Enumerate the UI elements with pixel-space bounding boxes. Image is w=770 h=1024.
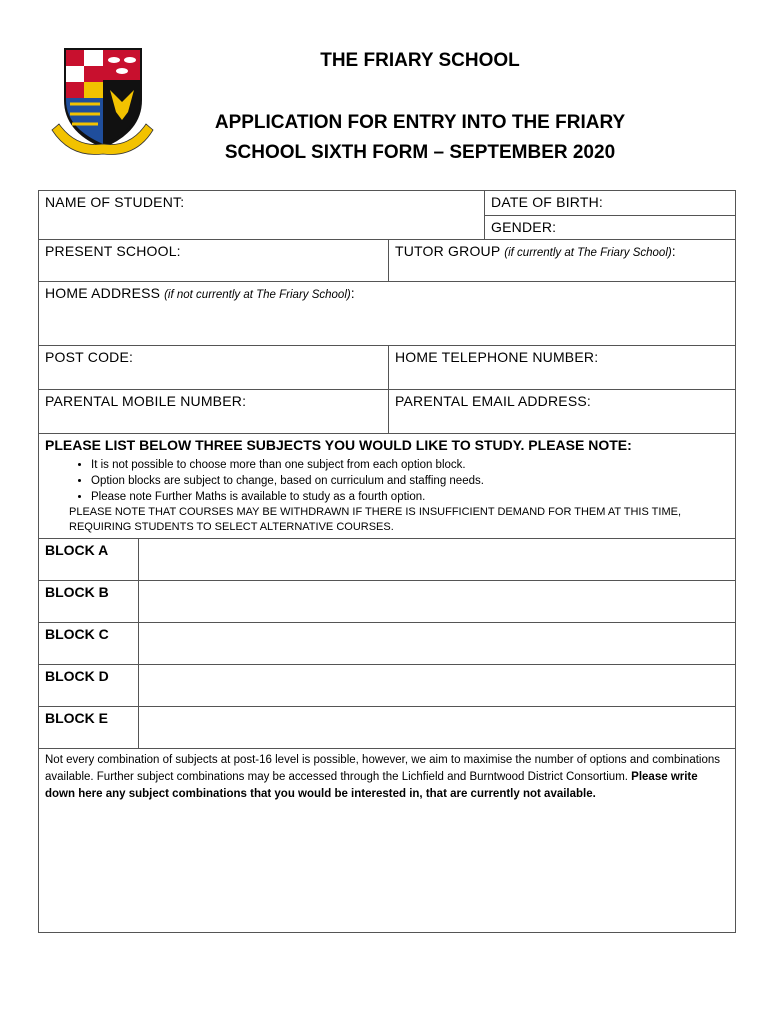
school-crest-icon [50,40,155,160]
note-item: • Option blocks are subject to change, based on curriculum and staffing needs. [91,473,729,489]
present-school-field[interactable] [39,240,389,282]
block-e-input[interactable] [139,707,736,749]
home-address-colon: : [350,285,355,301]
name-of-student-label: NAME OF STUDENT: [45,194,185,210]
combinations-text: Not every combination of subjects at post-16 level is possible, however, we aim to maximise the number of options and combinations available. Further subject combinations may be accessed through the Lichfield and Burntwood District Consortium. [45,754,721,783]
present-school-label: PRESENT SCHOOL: [45,243,181,259]
block-a-label: BLOCK A [39,539,139,581]
parental-email-field[interactable] [389,390,736,434]
note-item: • Please note Further Maths is available to study as a fourth option. [91,489,729,505]
tutor-group-note: (if currently at The Friary School) [504,247,672,259]
subjects-notes-list [45,457,729,505]
block-b-input[interactable] [139,581,736,623]
subjects-instructions [39,434,736,539]
title-line-1: APPLICATION FOR ENTRY INTO THE FRIARY [214,112,626,133]
title-line-2: SCHOOL SIXTH FORM – SEPTEMBER 2020 [224,142,616,163]
block-d-input[interactable] [139,665,736,707]
note-item: • It is not possible to choose more than one subject from each option block. [91,457,729,473]
tutor-group-field[interactable] [389,240,736,282]
home-address-note: (if not currently at The Friary School) [164,289,351,301]
combinations-request: Please write down here any subject combinations that you would be interested in, that are currently not available. [45,771,698,800]
tutor-group-label: TUTOR GROUP [395,243,501,259]
school-name: THE FRIARY SCHOOL [320,50,520,71]
tutor-group-colon: : [671,243,676,259]
post-code-field[interactable] [39,346,389,390]
block-c-label: BLOCK C [39,623,139,665]
block-d-label: BLOCK D [39,665,139,707]
block-e-label: BLOCK E [39,707,139,749]
withdrawal-warning: PLEASE NOTE THAT COURSES MAY BE WITHDRAWN IF THERE IS INSUFFICIENT DEMAND FOR THEM AT THIS TIME, REQUIRING STUDENTS TO SELECT ALTERNATIVE COURSES. [69,506,682,533]
page-title [180,108,660,168]
block-c-input[interactable] [139,623,736,665]
date-of-birth-label: DATE OF BIRTH: [491,194,603,210]
post-code-label: POST CODE: [45,349,134,365]
application-form [38,190,736,933]
home-telephone-label: HOME TELEPHONE NUMBER: [395,349,599,365]
home-telephone-field[interactable] [389,346,736,390]
parental-email-label: PARENTAL EMAIL ADDRESS: [395,393,591,409]
home-address-field[interactable] [39,282,736,346]
combinations-field[interactable] [39,749,736,933]
subjects-heading: PLEASE LIST BELOW THREE SUBJECTS YOU WOULD LIKE TO STUDY. PLEASE NOTE: [45,437,632,453]
block-b-label: BLOCK B [39,581,139,623]
gender-label: GENDER: [491,219,557,235]
name-of-student-field[interactable] [39,191,485,240]
parental-mobile-label: PARENTAL MOBILE NUMBER: [45,393,247,409]
gender-field[interactable] [485,216,736,240]
parental-mobile-field[interactable] [39,390,389,434]
home-address-label: HOME ADDRESS [45,285,161,301]
block-a-input[interactable] [139,539,736,581]
date-of-birth-field[interactable] [485,191,736,216]
